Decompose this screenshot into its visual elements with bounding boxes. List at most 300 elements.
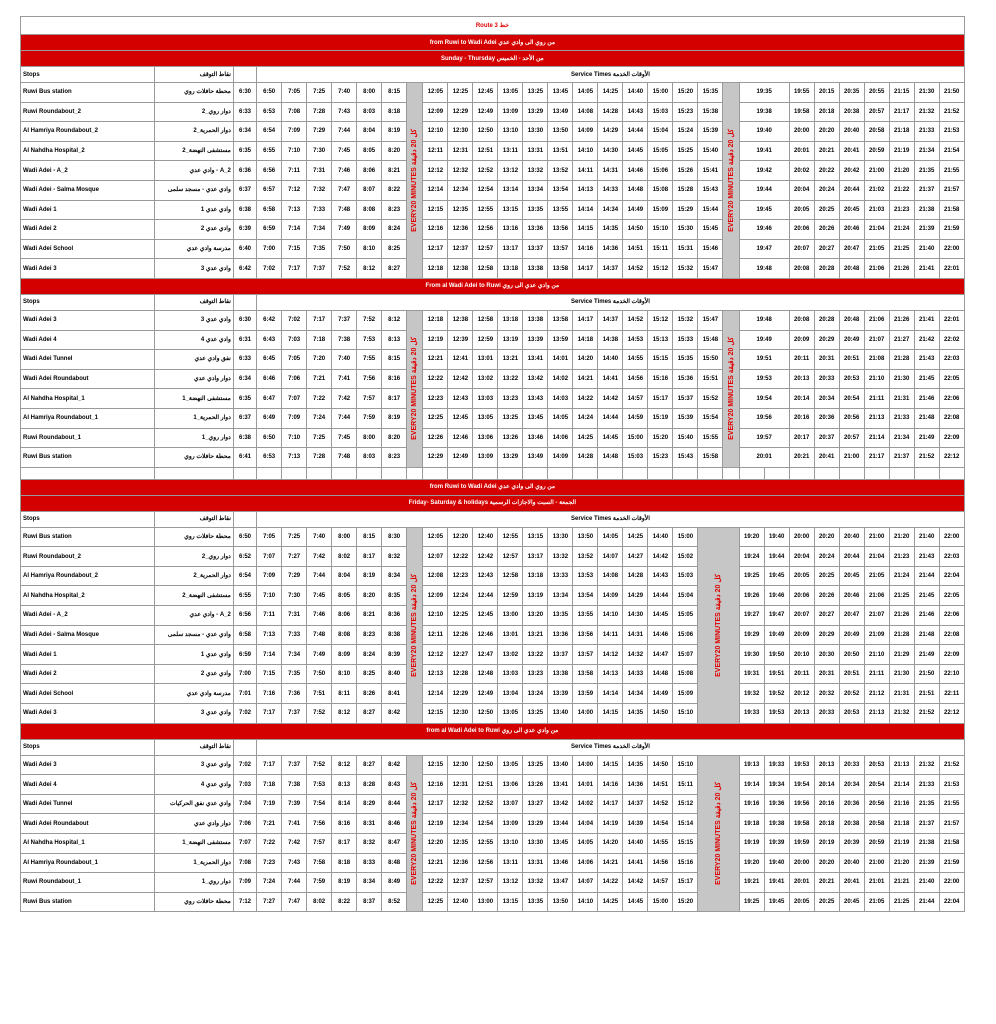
time-cell: 13:23 xyxy=(498,389,523,409)
time-cell: 14:49 xyxy=(623,200,648,220)
time-cell: 19:24 xyxy=(739,547,764,567)
time-cell: 13:12 xyxy=(498,161,523,181)
time-cell: 6:59 xyxy=(257,220,282,240)
time-cell: 20:05 xyxy=(789,200,814,220)
table-row xyxy=(21,122,965,142)
time-cell: 21:20 xyxy=(889,527,914,547)
time-cell: 8:12 xyxy=(332,704,357,724)
first-departure: 7:02 xyxy=(233,704,256,724)
time-cell: 7:11 xyxy=(257,606,282,626)
stop-name: Wadi Adei - Salma Mosque xyxy=(21,180,155,200)
stops-header: Stops xyxy=(21,511,155,527)
time-cell: 12:56 xyxy=(473,853,498,873)
time-cell: 21:19 xyxy=(889,834,914,854)
every-20-minutes-note: EVERY20 MINUTES كل 20 دقيقة xyxy=(411,129,419,232)
time-cell: 19:46 xyxy=(739,220,789,240)
time-cell: 14:08 xyxy=(573,102,598,122)
time-cell: 14:15 xyxy=(598,704,623,724)
time-cell: 13:16 xyxy=(498,220,523,240)
time-cell: 6:54 xyxy=(257,122,282,142)
blank-cell xyxy=(307,467,332,479)
time-cell: 7:37 xyxy=(282,704,307,724)
time-cell: 21:57 xyxy=(939,814,964,834)
time-cell: 7:29 xyxy=(307,122,332,142)
blank-cell xyxy=(723,467,739,479)
stop-name-arabic: وادي عدي نفق الحركيات xyxy=(154,794,233,814)
frequency-band xyxy=(407,83,423,279)
time-cell: 14:52 xyxy=(648,794,673,814)
time-cell: 19:54 xyxy=(739,389,789,409)
time-cell: 13:57 xyxy=(573,645,598,665)
stop-name: Wadi Adei 3 xyxy=(21,259,155,279)
time-cell: 12:36 xyxy=(448,220,473,240)
time-cell: 14:19 xyxy=(598,814,623,834)
time-cell: 19:45 xyxy=(764,892,789,912)
time-cell: 21:28 xyxy=(889,350,914,370)
time-cell: 14:31 xyxy=(598,161,623,181)
time-cell: 13:39 xyxy=(523,330,548,350)
time-cell: 8:00 xyxy=(357,83,382,103)
time-cell: 21:07 xyxy=(864,606,889,626)
time-cell: 21:18 xyxy=(889,122,914,142)
time-cell: 13:25 xyxy=(523,704,548,724)
time-cell: 8:16 xyxy=(382,369,407,389)
time-cell: 20:53 xyxy=(839,369,864,389)
time-cell: 14:45 xyxy=(623,892,648,912)
time-cell: 14:28 xyxy=(573,448,598,468)
time-cell: 21:11 xyxy=(864,389,889,409)
time-cell: 19:30 xyxy=(739,645,764,665)
time-cell: 13:43 xyxy=(523,389,548,409)
first-departure: 6:35 xyxy=(233,141,256,161)
time-cell: 19:50 xyxy=(764,645,789,665)
time-cell: 20:38 xyxy=(839,102,864,122)
time-cell: 21:45 xyxy=(914,586,939,606)
time-cell: 6:58 xyxy=(257,200,282,220)
time-cell: 12:37 xyxy=(448,873,473,893)
time-cell: 14:48 xyxy=(598,448,623,468)
direction-banner-cell: from al Wadi Adei to Ruwi من وادي عدي الى روي xyxy=(21,723,965,739)
time-cell: 20:11 xyxy=(789,350,814,370)
time-cell: 19:40 xyxy=(739,122,789,142)
time-cell: 12:18 xyxy=(423,310,448,330)
time-cell: 15:40 xyxy=(698,141,723,161)
time-cell: 22:01 xyxy=(939,259,964,279)
time-cell: 21:32 xyxy=(914,755,939,775)
time-cell: 21:00 xyxy=(864,161,889,181)
time-cell: 20:07 xyxy=(789,239,814,259)
stop-name: Al Hamriya Roundabout_1 xyxy=(21,408,155,428)
time-cell: 15:13 xyxy=(648,330,673,350)
stop-name: Ruwi Bus station xyxy=(21,527,155,547)
time-cell: 14:29 xyxy=(598,122,623,142)
time-cell: 21:50 xyxy=(939,83,964,103)
time-cell: 7:20 xyxy=(307,350,332,370)
time-cell: 21:08 xyxy=(864,350,889,370)
time-cell: 15:31 xyxy=(673,239,698,259)
time-cell: 7:48 xyxy=(332,448,357,468)
time-cell: 21:52 xyxy=(939,755,964,775)
first-departure: 6:35 xyxy=(233,389,256,409)
every-20-minutes-note: EVERY20 MINUTES كل 20 دقيقة xyxy=(727,337,735,441)
time-cell: 8:35 xyxy=(382,586,407,606)
time-cell: 12:58 xyxy=(473,310,498,330)
time-cell: 8:23 xyxy=(382,200,407,220)
time-cell: 21:39 xyxy=(914,853,939,873)
time-cell: 21:25 xyxy=(889,239,914,259)
column-header-row xyxy=(21,511,965,527)
time-cell: 12:11 xyxy=(423,141,448,161)
time-cell: 13:18 xyxy=(523,566,548,586)
time-cell: 12:13 xyxy=(423,664,448,684)
time-cell: 7:50 xyxy=(332,239,357,259)
time-cell: 21:34 xyxy=(889,428,914,448)
time-cell: 21:10 xyxy=(864,645,889,665)
time-cell: 14:13 xyxy=(598,664,623,684)
first-departure: 6:37 xyxy=(233,180,256,200)
time-cell: 12:35 xyxy=(448,834,473,854)
blank-cell xyxy=(407,467,423,479)
time-cell: 20:16 xyxy=(789,408,814,428)
table-row xyxy=(21,389,965,409)
stop-name-arabic: وادي عدي - مسجد سلمى xyxy=(154,625,233,645)
time-cell: 21:17 xyxy=(889,102,914,122)
time-cell: 12:31 xyxy=(448,141,473,161)
time-cell: 13:18 xyxy=(498,259,523,279)
blank-cell xyxy=(914,467,939,479)
time-cell: 7:30 xyxy=(282,586,307,606)
time-cell: 7:50 xyxy=(307,664,332,684)
first-departure: 7:12 xyxy=(233,892,256,912)
time-cell: 7:17 xyxy=(307,310,332,330)
time-cell: 21:40 xyxy=(914,239,939,259)
time-cell: 19:34 xyxy=(764,775,789,795)
time-cell: 7:34 xyxy=(282,645,307,665)
stop-name-arabic: دوار وادي عدي xyxy=(154,814,233,834)
time-cell: 20:41 xyxy=(839,141,864,161)
time-cell: 15:35 xyxy=(698,83,723,103)
time-cell: 20:25 xyxy=(814,200,839,220)
time-cell: 20:33 xyxy=(814,369,839,389)
time-cell: 7:29 xyxy=(282,566,307,586)
time-cell: 20:05 xyxy=(789,892,814,912)
time-cell: 21:38 xyxy=(914,834,939,854)
time-cell: 12:57 xyxy=(498,547,523,567)
time-cell: 12:22 xyxy=(423,873,448,893)
blank-cell xyxy=(839,467,864,479)
time-cell: 12:40 xyxy=(448,892,473,912)
time-cell: 13:20 xyxy=(523,606,548,626)
time-cell: 13:19 xyxy=(523,586,548,606)
time-cell: 20:56 xyxy=(839,408,864,428)
time-cell: 14:40 xyxy=(598,350,623,370)
time-cell: 13:03 xyxy=(473,389,498,409)
time-cell: 12:54 xyxy=(473,814,498,834)
stop-name-arabic: وادي عدي 2 xyxy=(154,220,233,240)
table-row xyxy=(21,834,965,854)
service-times-header: Service Times الأوقات الخدمة xyxy=(257,294,965,310)
time-cell: 13:59 xyxy=(548,330,573,350)
time-cell: 7:27 xyxy=(257,892,282,912)
time-cell: 8:09 xyxy=(357,220,382,240)
time-cell: 19:54 xyxy=(789,775,814,795)
time-cell: 21:21 xyxy=(889,873,914,893)
stop-name: Ruwi Bus station xyxy=(21,83,155,103)
time-cell: 8:39 xyxy=(382,645,407,665)
time-cell: 14:50 xyxy=(648,704,673,724)
stop-name: Al Hamriya Roundabout_2 xyxy=(21,122,155,142)
time-cell: 12:25 xyxy=(423,892,448,912)
time-cell: 12:31 xyxy=(448,775,473,795)
time-cell: 13:49 xyxy=(523,448,548,468)
time-cell: 19:33 xyxy=(764,755,789,775)
time-cell: 21:04 xyxy=(864,547,889,567)
time-cell: 8:33 xyxy=(357,853,382,873)
stop-name-arabic: وادي عدي 1 xyxy=(154,645,233,665)
time-cell: 21:58 xyxy=(939,200,964,220)
time-cell: 14:43 xyxy=(623,102,648,122)
blank-cell xyxy=(648,467,673,479)
time-cell: 15:19 xyxy=(648,408,673,428)
blank-cell xyxy=(473,467,498,479)
time-cell: 14:17 xyxy=(573,259,598,279)
time-cell: 14:42 xyxy=(623,873,648,893)
time-cell: 20:09 xyxy=(789,330,814,350)
time-cell: 14:51 xyxy=(648,775,673,795)
time-cell: 15:48 xyxy=(698,330,723,350)
time-cell: 20:49 xyxy=(839,625,864,645)
time-cell: 20:21 xyxy=(789,448,814,468)
time-cell: 12:10 xyxy=(423,122,448,142)
time-cell: 22:02 xyxy=(939,330,964,350)
column-header-row xyxy=(21,739,965,755)
time-cell: 12:15 xyxy=(423,704,448,724)
table-row xyxy=(21,83,965,103)
time-cell: 14:22 xyxy=(573,389,598,409)
time-cell: 13:04 xyxy=(498,684,523,704)
stop-name: Wadi Adei 4 xyxy=(21,775,155,795)
time-cell: 7:51 xyxy=(307,684,332,704)
time-cell: 12:21 xyxy=(423,853,448,873)
time-cell: 14:09 xyxy=(573,122,598,142)
time-cell: 14:40 xyxy=(623,83,648,103)
time-cell: 19:20 xyxy=(739,527,764,547)
time-cell: 13:46 xyxy=(523,428,548,448)
stop-name: Wadi Adei School xyxy=(21,684,155,704)
stop-name-arabic: دوار الحمرية_1 xyxy=(154,408,233,428)
time-cell: 19:55 xyxy=(789,83,814,103)
time-cell: 15:25 xyxy=(673,141,698,161)
time-cell: 15:05 xyxy=(648,141,673,161)
time-cell: 12:44 xyxy=(473,586,498,606)
time-cell: 19:20 xyxy=(739,853,764,873)
time-cell: 13:10 xyxy=(498,122,523,142)
time-cell: 13:39 xyxy=(548,684,573,704)
time-cell: 21:14 xyxy=(864,428,889,448)
stop-name: Wadi Adei 2 xyxy=(21,220,155,240)
time-cell: 13:09 xyxy=(498,102,523,122)
time-cell: 21:06 xyxy=(864,259,889,279)
time-cell: 7:35 xyxy=(307,239,332,259)
time-cell: 15:51 xyxy=(698,369,723,389)
blank-cell xyxy=(282,467,307,479)
table-row xyxy=(21,586,965,606)
time-cell: 21:23 xyxy=(889,547,914,567)
time-cell: 15:16 xyxy=(673,853,698,873)
time-cell: 13:37 xyxy=(548,645,573,665)
time-cell: 12:46 xyxy=(448,428,473,448)
time-cell: 22:06 xyxy=(939,606,964,626)
time-cell: 20:33 xyxy=(814,704,839,724)
time-cell: 13:09 xyxy=(473,448,498,468)
time-cell: 20:58 xyxy=(864,122,889,142)
time-cell: 15:07 xyxy=(673,645,698,665)
time-cell: 14:46 xyxy=(623,161,648,181)
blank-cell xyxy=(623,467,648,479)
time-cell: 13:33 xyxy=(548,566,573,586)
time-cell: 7:48 xyxy=(307,625,332,645)
time-cell: 13:19 xyxy=(498,330,523,350)
blank-cell xyxy=(548,467,573,479)
time-cell: 14:20 xyxy=(573,350,598,370)
time-cell: 21:35 xyxy=(914,161,939,181)
time-cell: 14:41 xyxy=(623,853,648,873)
time-cell: 7:40 xyxy=(332,350,357,370)
stop-name-arabic: وادي عدي 2 xyxy=(154,664,233,684)
stop-name-arabic: وادي عدي 1 xyxy=(154,200,233,220)
time-cell: 22:05 xyxy=(939,369,964,389)
time-cell: 13:01 xyxy=(473,350,498,370)
time-cell: 19:33 xyxy=(739,704,764,724)
time-cell: 7:44 xyxy=(307,566,332,586)
time-cell: 12:08 xyxy=(423,566,448,586)
time-cell: 12:46 xyxy=(473,625,498,645)
time-cell: 12:40 xyxy=(473,527,498,547)
time-cell: 15:41 xyxy=(698,161,723,181)
stop-name: Ruwi Roundabout_2 xyxy=(21,547,155,567)
time-cell: 7:33 xyxy=(282,625,307,645)
time-cell: 15:00 xyxy=(673,527,698,547)
time-cell: 8:27 xyxy=(382,259,407,279)
time-cell: 8:31 xyxy=(357,814,382,834)
time-cell: 13:50 xyxy=(573,527,598,547)
time-cell: 7:45 xyxy=(332,141,357,161)
time-cell: 12:09 xyxy=(423,586,448,606)
time-cell: 12:42 xyxy=(473,547,498,567)
time-cell: 21:30 xyxy=(889,664,914,684)
time-cell: 20:27 xyxy=(814,239,839,259)
time-cell: 13:23 xyxy=(523,664,548,684)
time-cell: 13:58 xyxy=(548,259,573,279)
first-departure: 7:09 xyxy=(233,873,256,893)
time-cell: 21:11 xyxy=(864,664,889,684)
time-cell: 14:53 xyxy=(623,330,648,350)
time-cell: 15:10 xyxy=(673,704,698,724)
time-cell: 20:16 xyxy=(814,794,839,814)
time-cell: 19:18 xyxy=(739,814,764,834)
time-cell: 20:24 xyxy=(814,547,839,567)
time-cell: 13:05 xyxy=(498,704,523,724)
blank-cell xyxy=(357,467,382,479)
stop-name: Al Nahdha Hospital_2 xyxy=(21,141,155,161)
time-cell: 21:41 xyxy=(914,259,939,279)
blank-cell xyxy=(673,467,698,479)
time-cell: 7:05 xyxy=(257,527,282,547)
time-cell: 21:59 xyxy=(939,220,964,240)
time-cell: 20:44 xyxy=(839,180,864,200)
time-cell: 19:40 xyxy=(764,527,789,547)
time-cell: 7:25 xyxy=(307,428,332,448)
time-cell: 12:37 xyxy=(448,239,473,259)
time-cell: 13:59 xyxy=(573,684,598,704)
time-cell: 12:29 xyxy=(448,102,473,122)
time-cell: 14:57 xyxy=(623,389,648,409)
time-cell: 8:23 xyxy=(357,625,382,645)
time-cell: 15:39 xyxy=(673,408,698,428)
days-banner-cell: Sunday - Thursday من الأحد - الخميس xyxy=(21,51,965,67)
time-cell: 22:03 xyxy=(939,350,964,370)
time-cell: 14:56 xyxy=(623,369,648,389)
first-departure: 6:33 xyxy=(233,102,256,122)
time-cell: 8:15 xyxy=(382,350,407,370)
time-cell: 8:09 xyxy=(332,645,357,665)
time-cell: 15:20 xyxy=(648,428,673,448)
time-cell: 8:22 xyxy=(332,892,357,912)
time-cell: 12:16 xyxy=(423,220,448,240)
time-cell: 14:17 xyxy=(573,310,598,330)
time-cell: 12:39 xyxy=(448,330,473,350)
time-cell: 14:46 xyxy=(648,625,673,645)
time-cell: 19:59 xyxy=(789,834,814,854)
time-cell: 13:50 xyxy=(548,122,573,142)
time-cell: 20:06 xyxy=(789,586,814,606)
time-cell: 7:28 xyxy=(307,102,332,122)
time-cell: 12:23 xyxy=(448,566,473,586)
time-cell: 8:08 xyxy=(357,200,382,220)
time-cell: 20:17 xyxy=(789,428,814,448)
stop-name-arabic: مستشفى النهضة_1 xyxy=(154,834,233,854)
time-cell: 8:49 xyxy=(382,873,407,893)
timetable-sheet xyxy=(20,16,964,912)
time-cell: 7:25 xyxy=(282,527,307,547)
time-cell: 20:15 xyxy=(814,83,839,103)
time-cell: 8:46 xyxy=(382,814,407,834)
time-cell: 8:06 xyxy=(357,161,382,181)
time-cell: 15:58 xyxy=(698,448,723,468)
time-cell: 12:34 xyxy=(448,180,473,200)
time-cell: 21:44 xyxy=(914,566,939,586)
time-cell: 7:48 xyxy=(332,200,357,220)
time-cell: 12:49 xyxy=(473,684,498,704)
time-cell: 6:50 xyxy=(257,83,282,103)
time-cell: 7:57 xyxy=(307,834,332,854)
time-cell: 20:06 xyxy=(789,220,814,240)
time-cell: 8:21 xyxy=(357,606,382,626)
time-cell: 20:14 xyxy=(814,775,839,795)
time-cell: 7:11 xyxy=(282,161,307,181)
time-cell: 21:59 xyxy=(939,853,964,873)
time-cell: 21:40 xyxy=(914,873,939,893)
time-cell: 14:40 xyxy=(648,527,673,547)
time-cell: 13:22 xyxy=(523,645,548,665)
time-cell: 7:05 xyxy=(282,83,307,103)
direction-banner xyxy=(21,278,965,294)
time-cell: 19:31 xyxy=(739,664,764,684)
time-cell: 15:40 xyxy=(673,428,698,448)
time-cell: 14:30 xyxy=(598,141,623,161)
time-cell: 20:04 xyxy=(789,547,814,567)
time-cell: 14:05 xyxy=(598,527,623,547)
